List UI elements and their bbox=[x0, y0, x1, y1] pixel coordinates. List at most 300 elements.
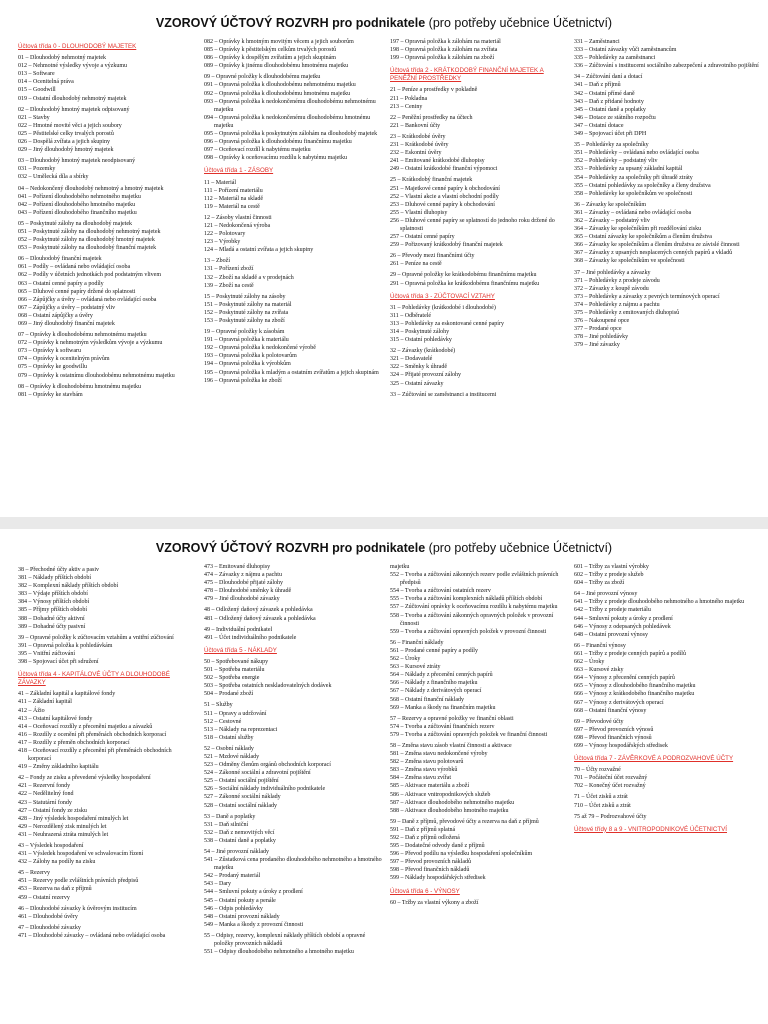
account-line: 346 – Dotace ze státního rozpočtu bbox=[574, 114, 656, 121]
account-line: 602 – Tržby z prodeje služeb bbox=[574, 572, 644, 579]
account-line: 592 – Daň z příjmů odložená bbox=[390, 835, 460, 841]
account-line: 192 – Opravná položka k nedokončené výrobě bbox=[204, 345, 316, 352]
account-group: 52 – Osobní náklady bbox=[204, 745, 254, 752]
account-line: 591 – Daň z příjmů splatná bbox=[390, 826, 456, 833]
title-for-entrepreneurs: pro podnikatele bbox=[332, 541, 426, 555]
account-group: 54 – Jiné provozní náklady bbox=[204, 849, 269, 855]
account-line: 199 – Opravná položka k zálohám na zboží bbox=[390, 55, 495, 62]
account-line: 196 – Opravná položka ke zboží bbox=[204, 377, 282, 384]
account-line: 091 – Opravná položka k dlouhodobému nehmotnému majetku bbox=[204, 82, 356, 89]
account-line: 092 – Opravná položka k dlouhodobému hmotnému majetku bbox=[204, 90, 351, 97]
account-line: 419 – Změny základního kapitálu bbox=[18, 764, 99, 771]
page-separator bbox=[0, 517, 768, 529]
account-line: 566 – Náklady z finančního majetku bbox=[390, 680, 478, 687]
account-line: 193 – Opravná položka k polotovarům bbox=[204, 353, 297, 360]
account-line: 232 – Eskontní úvěry bbox=[390, 150, 442, 157]
account-line: 667 – Výnosy z derivátových operací bbox=[574, 699, 664, 706]
account-line: 249 – Ostatní krátkodobé finanční výpomoci bbox=[390, 166, 498, 173]
account-group: 43 – Výsledek hospodaření bbox=[18, 843, 84, 849]
account-line: 349 – Spojovací účet při DPH bbox=[574, 131, 647, 138]
account-line: 079 – Oprávky k ostatnímu dlouhodobému nehmotnému majetku bbox=[18, 372, 175, 379]
account-line: 097 – Oceňovací rozdíl k nabytému majetku bbox=[204, 147, 311, 154]
account-line: 451 – Rezervy podle zvláštních právních předpisů bbox=[18, 878, 139, 885]
account-group: 36 – Závazky ke společníkům bbox=[574, 201, 646, 208]
account-group: 34 – Zúčtování daní a dotací bbox=[574, 74, 643, 81]
account-line: 431 – Neuhrazená ztráta minulých let bbox=[18, 831, 109, 838]
account-line: 291 – Opravná položka ke krátkodobému finančnímu majetku bbox=[390, 280, 540, 287]
account-line: 131 – Pořízení zboží bbox=[204, 266, 254, 273]
account-line: 665 – Výnosy z dlouhodobého finančního majetku bbox=[574, 683, 696, 690]
account-line: 588 – Aktivace dlouhodobého hmotného majetku bbox=[390, 807, 509, 814]
account-line: 121 – Nedokončená výroba bbox=[204, 222, 271, 229]
account-line: 025 – Pěstitelské celky trvalých porostů bbox=[18, 130, 114, 137]
account-line: 259 – Pořizovaný krátkodobý finanční majetek bbox=[390, 242, 503, 249]
account-line: 029 – Jiný dlouhodobý hmotný majetek bbox=[18, 147, 114, 154]
account-line: 122 – Polotovary bbox=[204, 231, 246, 238]
account-line: 541 – Zůstatková cena prodaného dlouhodobého nehmotného a hmotného majetku bbox=[204, 857, 382, 872]
account-line: 073 – Oprávky k softwaru bbox=[18, 348, 81, 355]
account-line: 367 – Závazky z upsaných nesplacených cenných papírů a vkladů bbox=[574, 250, 733, 257]
account-line: 085 – Oprávky k pěstitelským celkům trvalých porostů bbox=[204, 47, 337, 54]
column-3 bbox=[390, 563, 566, 1024]
account-line: 555 – Tvorba a zúčtování komplexních nákladů příštích období bbox=[390, 596, 543, 603]
account-line: 371 – Pohledávky z prodeje závodu bbox=[574, 277, 660, 284]
account-class-heading: Účtové třídy 8 a 9 - VNITROPODNIKOVÉ ÚČETNICTVÍ bbox=[574, 825, 727, 833]
account-line: 697 – Převod provozních výnosů bbox=[574, 726, 654, 733]
account-line: 065 – Dluhové cenné papíry držené do splatnosti bbox=[18, 288, 136, 295]
column-4 bbox=[574, 563, 760, 1024]
account-group: 31 – Pohledávky (krátkodobé i dlouhodobé) bbox=[390, 304, 496, 311]
account-group: 56 – Finanční náklady bbox=[390, 639, 444, 646]
account-line: 531 – Daň silniční bbox=[204, 821, 249, 828]
account-line: 364 – Závazky ke společníkům při rozdělování zisku bbox=[574, 226, 702, 233]
account-group: 55 – Odpisy, rezervy, komplexní náklady příštích období a opravné položky provozních nákladů bbox=[204, 932, 366, 948]
column-1 bbox=[18, 563, 196, 1024]
account-line: 086 – Oprávky k dospělým zvířatům a jejich skupinám bbox=[204, 55, 336, 62]
account-line: 549 – Manka a škody z provozní činnosti bbox=[204, 921, 304, 928]
account-line: 032 – Umělecká díla a sbírky bbox=[18, 174, 89, 181]
title-subtitle: (pro potřeby učebnice Účetnictví) bbox=[428, 16, 613, 30]
account-line: 422 – Nedělitelný fond bbox=[18, 791, 74, 798]
account-line: 453 – Rezerva na daň z příjmů bbox=[18, 886, 92, 893]
account-line: 383 – Výdaje příštích období bbox=[18, 591, 88, 598]
account-line: 082 – Oprávky k hmotným movitým věcem a jejich souborům bbox=[204, 39, 354, 45]
account-line: 475 – Dlouhodobé přijaté zálohy bbox=[204, 580, 283, 587]
account-line: 479 – Jiné dlouhodobé závazky bbox=[204, 596, 280, 603]
account-group: 37 – Jiné pohledávky a závazky bbox=[574, 269, 651, 276]
account-line: 432 – Zálohy na podíly na zisku bbox=[18, 859, 96, 866]
account-line: 093 – Opravná položka k nedokončenému dlouhodobému nehmotnému majetku bbox=[204, 98, 376, 113]
account-chart-page-1 bbox=[0, 10, 768, 515]
account-line: 221 – Bankovní účty bbox=[390, 122, 441, 129]
account-line: 521 – Mzdové náklady bbox=[204, 753, 260, 760]
title-subtitle: (pro potřeby učebnice Účetnictví) bbox=[428, 541, 613, 555]
account-group: 48 – Odložený daňový závazek a pohledávka bbox=[204, 607, 313, 614]
account-line: 417 – Rozdíly z přeměn obchodních korporací bbox=[18, 739, 130, 746]
account-line: 366 – Závazky ke společníkům a členům družstva ze závislé činnosti bbox=[574, 242, 740, 249]
account-line: 376 – Nakoupené opce bbox=[574, 318, 630, 325]
title-for-entrepreneurs: pro podnikatele bbox=[332, 16, 426, 30]
account-line: 253 – Dluhové cenné papíry k obchodování bbox=[390, 201, 495, 208]
account-line: 562 – Úroky bbox=[390, 656, 421, 663]
account-line: 014 – Ocenitelná práva bbox=[18, 79, 74, 86]
account-line: 112 – Materiál na skladě bbox=[204, 195, 264, 202]
account-group: 51 – Služby bbox=[204, 702, 233, 709]
account-line: 198 – Opravná položka k zálohám na zvířata bbox=[390, 47, 498, 54]
account-line: 662 – Úroky bbox=[574, 659, 605, 666]
account-line: 384 – Výnosy příštích období bbox=[18, 599, 90, 606]
account-group: 29 – Opravné položky ke krátkodobému finančnímu majetku bbox=[390, 272, 537, 279]
account-group: 22 – Peněžní prostředky na účtech bbox=[390, 114, 473, 121]
account-line: 391 – Opravná položka k pohledávkám bbox=[18, 642, 113, 649]
account-line: 053 – Poskytnuté zálohy na dlouhodobý finanční majetek bbox=[18, 245, 157, 252]
account-line: 525 – Ostatní sociální pojištění bbox=[204, 778, 279, 785]
account-line: 527 – Zákonné sociální náklady bbox=[204, 794, 281, 801]
account-group: 66 – Finanční výnosy bbox=[574, 642, 626, 649]
account-line: 388 – Dohadné účty aktivní bbox=[18, 615, 85, 622]
account-group: 71 – Účet zisků a ztrát bbox=[574, 794, 628, 801]
account-line: 416 – Rozdíly z ocenění při přeměnách obchodních korporací bbox=[18, 731, 167, 738]
account-group: 15 – Poskytnuté zálohy na zásoby bbox=[204, 293, 286, 300]
account-group: 59 – Daně z příjmů, převodové účty a rezerva na daň z příjmů bbox=[390, 818, 539, 825]
account-group: 49 – Individuální podnikatel bbox=[204, 626, 273, 633]
account-group: 41 – Základní kapitál a kapitálové fondy bbox=[18, 691, 116, 698]
account-line: 604 – Tržby za zboží bbox=[574, 580, 625, 587]
account-line: 524 – Zákonné sociální a zdravotní pojištění bbox=[204, 770, 311, 777]
account-line: 257 – Ostatní cenné papíry bbox=[390, 234, 455, 241]
account-class-heading: Účtová třída 2 - KRÁTKODOBÝ FINANČNÍ MAJETEK A PENĚŽNÍ PROSTŘEDKY bbox=[390, 67, 544, 83]
account-group: 45 – Rezervy bbox=[18, 870, 50, 877]
account-group: 03 – Dlouhodobý hmotný majetek neodpisovaný bbox=[18, 158, 136, 165]
account-class-heading: Účtová třída 3 - ZÚČTOVACÍ VZTAHY bbox=[390, 292, 495, 300]
account-line: 111 – Pořízení materiálu bbox=[204, 187, 263, 194]
account-line: 431 – Výsledek hospodaření ve schvalovacím řízení bbox=[18, 851, 144, 858]
account-line: 139 – Zboží na cestě bbox=[204, 282, 254, 289]
account-line: 584 – Změna stavu zvířat bbox=[390, 775, 451, 782]
column-2 bbox=[204, 38, 384, 515]
columns bbox=[18, 563, 764, 1024]
account-line: 074 – Oprávky k ocenitelným právům bbox=[18, 356, 110, 363]
account-line: 459 – Ostatní rezervy bbox=[18, 894, 70, 901]
account-line: 532 – Daň z nemovitých věcí bbox=[204, 829, 275, 836]
account-line: 213 – Ceniny bbox=[390, 103, 423, 110]
account-line: 646 – Výnosy z odepsaných pohledávek bbox=[574, 623, 671, 630]
account-group: 46 – Dlouhodobé závazky k úvěrovým institucím bbox=[18, 905, 137, 912]
account-line: 345 – Ostatní daně a poplatky bbox=[574, 106, 646, 113]
account-group: 21 – Peníze a prostředky v pokladně bbox=[390, 87, 478, 94]
account-line: 518 – Ostatní služby bbox=[204, 734, 254, 741]
account-line: 068 – Ostatní zápůjčky a úvěry bbox=[18, 312, 93, 319]
account-line: 698 – Převod finančních výnosů bbox=[574, 734, 652, 741]
account-line: 557 – Zúčtování oprávky k oceňovacímu rozdílu k nabytému majetku bbox=[390, 604, 558, 611]
account-line: 574 – Tvorba a zúčtování finančních rezerv bbox=[390, 723, 495, 730]
account-line: 601 – Tržby za vlastní výrobky bbox=[574, 564, 649, 570]
account-line: 353 – Pohledávky za upsaný základní kapitál bbox=[574, 166, 683, 173]
account-line: 094 – Opravná položka k nedokončenému dlouhodobému hmotnému majetku bbox=[204, 114, 371, 129]
account-line: 648 – Ostatní provozní výnosy bbox=[574, 631, 648, 638]
account-line: 473 – Emitované dluhopisy bbox=[204, 564, 271, 570]
account-line: 191 – Opravná položka k materiálu bbox=[204, 337, 289, 344]
account-line: 315 – Ostatní pohledávky bbox=[390, 337, 452, 344]
account-line: 231 – Krátkodobé úvěry bbox=[390, 142, 449, 149]
account-line: 481 – Odložený daňový závazek a pohledávka bbox=[204, 615, 316, 622]
account-class-heading: Účtová třída 5 - NÁKLADY bbox=[204, 646, 277, 654]
account-group: 42 – Fondy ze zisku a převedené výsledky hospodaření bbox=[18, 775, 151, 782]
account-group: 06 – Dlouhodobý finanční majetek bbox=[18, 256, 102, 263]
account-line: 089 – Oprávky k jinému dlouhodobému hmotnému majetku bbox=[204, 63, 349, 70]
account-line: 255 – Vlastní dluhopisy bbox=[390, 209, 448, 216]
account-line: 382 – Komplexní náklady příštích období bbox=[18, 583, 119, 590]
account-line: 061 – Podíly – ovládaná nebo ovládající osoba bbox=[18, 264, 131, 271]
account-line: 095 – Opravná položka k poskytnutým zálohám na dlouhodobý majetek bbox=[204, 131, 378, 138]
account-line: 132 – Zboží na skladě a v prodejnách bbox=[204, 274, 294, 281]
account-line: 474 – Závazky z nájmu a pachtu bbox=[204, 572, 282, 579]
account-line: 471 – Dlouhodobé závazky – ovládaná nebo ovládající osoba bbox=[18, 932, 166, 939]
account-line: 563 – Kursové ztráty bbox=[390, 664, 441, 671]
account-line: 336 – Zúčtování s institucemi sociálního zabezpečení a zdravotního pojištění bbox=[574, 63, 759, 70]
account-line: 066 – Zápůjčky a úvěry – ovládaná nebo ovládající osoba bbox=[18, 296, 157, 303]
account-line: 381 – Náklady příštích období bbox=[18, 575, 91, 582]
column-4 bbox=[574, 38, 760, 515]
account-group: 50 – Spotřebované nákupy bbox=[204, 658, 269, 665]
account-group: 70 – Účty rozvažné bbox=[574, 767, 621, 774]
account-line: 543 – Dary bbox=[204, 881, 231, 888]
account-line: 429 – Nerozdělený zisk minulých let bbox=[18, 823, 107, 830]
account-line: 195 – Opravná položka k mladým a ostatním zvířatům a jejich skupinám bbox=[204, 369, 379, 376]
account-line: 151 – Poskytnuté zálohy na materiál bbox=[204, 301, 292, 308]
account-line: 587 – Aktivace dlouhodobého nehmotného majetku bbox=[390, 799, 515, 806]
account-line: 423 – Statutární fondy bbox=[18, 799, 72, 806]
account-line: 256 – Dluhové cenné papíry se splatností do jednoho roku držené do splatnosti bbox=[390, 217, 555, 232]
account-group: 69 – Převodové účty bbox=[574, 718, 624, 725]
account-line: 013 – Software bbox=[18, 71, 55, 78]
account-line: 428 – Jiný výsledek hospodaření minulých let bbox=[18, 815, 129, 822]
account-line: 352 – Pohledávky – podstatný vliv bbox=[574, 158, 658, 165]
account-line: 021 – Stavby bbox=[18, 114, 50, 121]
account-line: 351 – Pohledávky – ovládaná nebo ovládající osoba bbox=[574, 150, 699, 157]
account-line: 599 – Náklady hospodářských středisek bbox=[390, 875, 486, 882]
account-line: 098 – Oprávky k oceňovacímu rozdílu k nabytému majetku bbox=[204, 155, 347, 162]
account-line: 347 – Ostatní dotace bbox=[574, 122, 624, 129]
columns bbox=[18, 38, 764, 515]
account-line: 564 – Náklady z přecenění cenných papírů bbox=[390, 672, 493, 679]
account-line: 398 – Spojovací účet při sdružení bbox=[18, 659, 99, 666]
account-line: 644 – Smluvní pokuty a úroky z prodlení bbox=[574, 615, 673, 622]
account-line: 413 – Ostatní kapitálové fondy bbox=[18, 715, 93, 722]
account-line: 031 – Pozemky bbox=[18, 166, 56, 173]
account-line: 211 – Pokladna bbox=[390, 95, 428, 102]
account-line: 597 – Převod provozních nákladů bbox=[390, 859, 471, 866]
account-line: 544 – Smluvní pokuty a úroky z prodlení bbox=[204, 889, 303, 896]
account-group: 53 – Daně a poplatky bbox=[204, 813, 256, 820]
account-group: 19 – Opravné položky k zásobám bbox=[204, 329, 285, 336]
account-line: 504 – Prodané zboží bbox=[204, 691, 254, 698]
account-line: 598 – Převod finančních nákladů bbox=[390, 867, 470, 874]
account-line: 341 – Daň z příjmů bbox=[574, 82, 621, 89]
account-line: 513 – Náklady na reprezentaci bbox=[204, 726, 278, 733]
account-group: 04 – Nedokončený dlouhodobý nehmotný a hmotný majetek bbox=[18, 185, 164, 192]
account-class-heading: Účtová třída 4 - KAPITÁLOVÉ ÚČTY A DLOUHODOBÉ ZÁVAZKY bbox=[18, 671, 170, 687]
account-line: 019 – Ostatní dlouhodobý nehmotný majetek bbox=[18, 95, 127, 102]
account-line: 324 – Přijaté provozní zálohy bbox=[390, 372, 461, 379]
account-line: 368 – Závazky ke společníkům ve společnosti bbox=[574, 258, 685, 265]
account-chart-page-2 bbox=[0, 535, 768, 1024]
account-line: 322 – Směnky k úhradě bbox=[390, 364, 447, 371]
account-line: 502 – Spotřeba energie bbox=[204, 675, 260, 682]
account-class-heading: Účtová třída 6 - VÝNOSY bbox=[390, 887, 460, 895]
account-line: 069 – Jiný dlouhodobý finanční majetek bbox=[18, 321, 115, 327]
account-line: 661 – Tržby z prodeje cenných papírů a podílů bbox=[574, 650, 686, 657]
account-line: 585 – Aktivace materiálu a zboží bbox=[390, 783, 470, 790]
account-line: 554 – Tvorba a zúčtování ostatních rezerv bbox=[390, 588, 491, 595]
account-group: 07 – Oprávky k dlouhodobému nehmotnému majetku bbox=[18, 332, 147, 339]
account-line: 427 – Ostatní fondy ze zisku bbox=[18, 807, 87, 814]
account-line: 663 – Kursové zisky bbox=[574, 667, 624, 674]
account-line: 699 – Výnosy hospodářských středisek bbox=[574, 742, 668, 749]
account-line: 668 – Ostatní finanční výnosy bbox=[574, 707, 647, 714]
account-line: 313 – Pohledávky za eskontované cenné papíry bbox=[390, 320, 504, 327]
account-line: 395 – Vnitřní zúčtování bbox=[18, 650, 76, 657]
account-line: 523 – Odměny členům orgánů obchodních korporací bbox=[204, 762, 331, 769]
account-line: 461 – Dlouhodobé úvěry bbox=[18, 913, 78, 920]
account-group: 02 – Dlouhodobý hmotný majetek odpisovaný bbox=[18, 106, 130, 113]
account-line: 583 – Změna stavu výrobků bbox=[390, 767, 458, 774]
account-line: 251 – Majetkové cenné papíry k obchodování bbox=[390, 185, 500, 192]
account-line: 702 – Konečný účet rozvažný bbox=[574, 783, 646, 790]
account-line: 569 – Manka a škody na finančním majetku bbox=[390, 704, 496, 711]
account-group: 47 – Dlouhodobé závazky bbox=[18, 924, 81, 931]
account-line: 067 – Zápůjčky a úvěry – podstatný vliv bbox=[18, 304, 116, 311]
account-line: 586 – Aktivace vnitropodnikových služeb bbox=[390, 791, 491, 798]
account-line: 385 – Příjmy příštích období bbox=[18, 607, 87, 614]
account-line: 311 – Odběratelé bbox=[390, 312, 432, 319]
account-line: 552 – Tvorba a zúčtování zákonných rezerv podle zvláštních právních předpisů bbox=[390, 572, 559, 587]
account-line: 365 – Ostatní závazky ke společníkům a členům družstva bbox=[574, 234, 712, 241]
account-line: 261 – Peníze na cestě bbox=[390, 261, 442, 268]
account-line: 641 – Tržby z prodeje dlouhodobého nehmotného a hmotného majetku bbox=[574, 599, 745, 606]
account-line: 119 – Materiál na cestě bbox=[204, 203, 260, 210]
title-main: VZOROVÝ ÚČTOVÝ ROZVRH bbox=[155, 16, 329, 30]
account-group: 38 – Přechodné účty aktiv a pasiv bbox=[18, 567, 99, 573]
column-2 bbox=[204, 563, 384, 1024]
account-line: 666 – Výnosy z krátkodobého finančního majetku bbox=[574, 691, 695, 698]
account-line: 414 – Oceňovací rozdíly z přecenění majetku a závazků bbox=[18, 723, 153, 730]
account-line: 333 – Ostatní závazky vůči zaměstnancům bbox=[574, 47, 677, 54]
account-line: 664 – Výnosy z přecenění cenných papírů bbox=[574, 675, 675, 682]
account-line: 546 – Odpis pohledávky bbox=[204, 905, 263, 912]
account-line: 314 – Poskytnuté zálohy bbox=[390, 329, 450, 335]
account-line: 075 – Oprávky ke goodwillu bbox=[18, 364, 87, 371]
account-line: 051 – Poskytnuté zálohy na dlouhodobý nehmotný majetek bbox=[18, 228, 161, 235]
account-line: 511 – Opravy a udržování bbox=[204, 710, 267, 717]
account-line: majetku bbox=[390, 564, 410, 570]
account-line: 545 – Ostatní pokuty a penále bbox=[204, 897, 276, 904]
account-line: 542 – Prodaný materiál bbox=[204, 873, 261, 880]
account-line: 043 – Pořízení dlouhodobého finančního majetku bbox=[18, 209, 137, 216]
account-line: 567 – Náklady z derivátových operací bbox=[390, 688, 482, 695]
account-line: 491 – Účet individuálního podnikatele bbox=[204, 634, 297, 641]
account-line: 325 – Ostatní závazky bbox=[390, 380, 444, 387]
account-line: 361 – Závazky – ovládaná nebo ovládající osoba bbox=[574, 209, 692, 216]
account-line: 241 – Emitované krátkodobé dluhopisy bbox=[390, 158, 485, 165]
account-line: 153 – Poskytnuté zálohy na zboží bbox=[204, 318, 285, 324]
account-line: 501 – Spotřeba materiálu bbox=[204, 667, 265, 674]
account-line: 194 – Opravná položka k výrobkům bbox=[204, 361, 291, 368]
account-line: 374 – Pohledávky z nájmu a pachtu bbox=[574, 301, 660, 308]
account-group: 57 – Rezervy a opravné položky ve finanční oblasti bbox=[390, 715, 514, 722]
account-group: 12 – Zásoby vlastní činnosti bbox=[204, 214, 272, 221]
account-line: 372 – Závazky z koupě závodu bbox=[574, 285, 649, 292]
account-line: 124 – Mladá a ostatní zvířata a jejich skupiny bbox=[204, 247, 314, 254]
account-line: 096 – Opravná položka k dlouhodobému finančnímu majetku bbox=[204, 139, 352, 146]
account-line: 503 – Spotřeba ostatních neskladovatelných dodávek bbox=[204, 683, 332, 690]
account-group: 01 – Dlouhodobý nehmotný majetek bbox=[18, 55, 106, 62]
account-group: 39 – Opravné položky k zúčtovacím vztahům a vnitřní zúčtování bbox=[18, 634, 174, 641]
account-line: 551 – Odpisy dlouhodobého nehmotného a hmotného majetku bbox=[204, 949, 354, 956]
account-group: 26 – Převody mezi finančními účty bbox=[390, 253, 475, 260]
account-group: 32 – Závazky (krátkodobé) bbox=[390, 348, 456, 355]
account-line: 355 – Ostatní pohledávky za společníky a členy družstva bbox=[574, 182, 711, 189]
account-line: 642 – Tržby z prodeje materiálu bbox=[574, 607, 651, 614]
account-line: 710 – Účet zisků a ztrát bbox=[574, 802, 631, 809]
account-line: 379 – Jiné závazky bbox=[574, 342, 620, 349]
account-group: 60 – Tržby za vlastní výkony a zboží bbox=[390, 899, 479, 906]
account-line: 072 – Oprávky k nehmotným výsledkům vývoje a výzkumu bbox=[18, 340, 163, 347]
account-line: 377 – Prodané opce bbox=[574, 326, 622, 333]
account-class-heading: Účtová třída 7 - ZÁVĚRKOVÉ A PODROZVAHOVÉ ÚČTY bbox=[574, 755, 734, 763]
account-line: 595 – Dodatečné odvody daně z příjmů bbox=[390, 843, 485, 850]
account-line: 358 – Pohledávky ke společníkům ve společnosti bbox=[574, 190, 693, 197]
account-line: 012 – Nehmotné výsledky vývoje a výzkumu bbox=[18, 63, 127, 70]
account-line: 421 – Rezervní fondy bbox=[18, 783, 71, 790]
account-line: 538 – Ostatní daně a poplatky bbox=[204, 837, 276, 844]
account-line: 512 – Cestovné bbox=[204, 718, 242, 725]
account-line: 354 – Pohledávky za společníky při úhradě ztráty bbox=[574, 174, 693, 181]
account-line: 375 – Pohledávky z emitovaných dluhopisů bbox=[574, 310, 680, 316]
account-group: 05 – Poskytnuté zálohy na dlouhodobý majetek bbox=[18, 220, 132, 227]
account-class-heading: Účtová třída 1 - ZÁSOBY bbox=[204, 167, 274, 175]
account-group: 23 – Krátkodobé úvěry bbox=[390, 133, 446, 140]
account-line: 015 – Goodwill bbox=[18, 87, 56, 94]
account-line: 568 – Ostatní finanční náklady bbox=[390, 696, 464, 703]
account-group: 33 – Zúčtování se zaměstnanci a institucemi bbox=[390, 391, 497, 398]
account-line: 373 – Pohledávky a závazky z pevných termínových operací bbox=[574, 293, 720, 300]
account-group: 25 – Krátkodobý finanční majetek bbox=[390, 177, 473, 184]
account-line: 342 – Ostatní přímé daně bbox=[574, 90, 635, 97]
title-main: VZOROVÝ ÚČTOVÝ ROZVRH bbox=[155, 541, 329, 555]
account-class-heading: Účtová třída 0 - DLOUHODOBÝ MAJETEK bbox=[18, 43, 137, 50]
account-group: 75 až 79 – Podrozvahové účty bbox=[574, 813, 647, 820]
account-group: 13 – Zboží bbox=[204, 258, 230, 265]
account-line: 559 – Tvorba a zúčtování opravných položek v provozní činnosti bbox=[390, 628, 547, 635]
account-line: 123 – Výrobky bbox=[204, 239, 241, 246]
account-line: 042 – Pořízení dlouhodobého hmotného majetku bbox=[18, 201, 136, 208]
account-line: 579 – Tvorba a zúčtování opravných položek ve finanční činnosti bbox=[390, 731, 548, 738]
account-line: 548 – Ostatní provozní náklady bbox=[204, 913, 280, 920]
account-line: 596 – Převod podílu na výsledku hospodaření společníkům bbox=[390, 851, 533, 858]
account-line: 063 – Ostatní cenné papíry a podíly bbox=[18, 280, 104, 287]
account-line: 026 – Dospělá zvířata a jejich skupiny bbox=[18, 139, 110, 146]
account-line: 331 – Zaměstnanci bbox=[574, 39, 620, 45]
account-line: 252 – Vlastní akcie a vlastní obchodní podíly bbox=[390, 193, 499, 200]
account-line: 411 – Základní kapitál bbox=[18, 699, 72, 706]
account-line: 389 – Dohadné účty pasivní bbox=[18, 623, 86, 630]
account-line: 582 – Změna stavu polotovarů bbox=[390, 759, 464, 766]
account-line: 081 – Oprávky ke stavbám bbox=[18, 391, 83, 398]
account-line: 197 – Opravná položka k zálohám na materiál bbox=[390, 39, 501, 45]
account-line: 041 – Pořízení dlouhodobého nehmotného majetku bbox=[18, 193, 141, 200]
account-line: 561 – Prodané cenné papíry a podíly bbox=[390, 647, 478, 654]
